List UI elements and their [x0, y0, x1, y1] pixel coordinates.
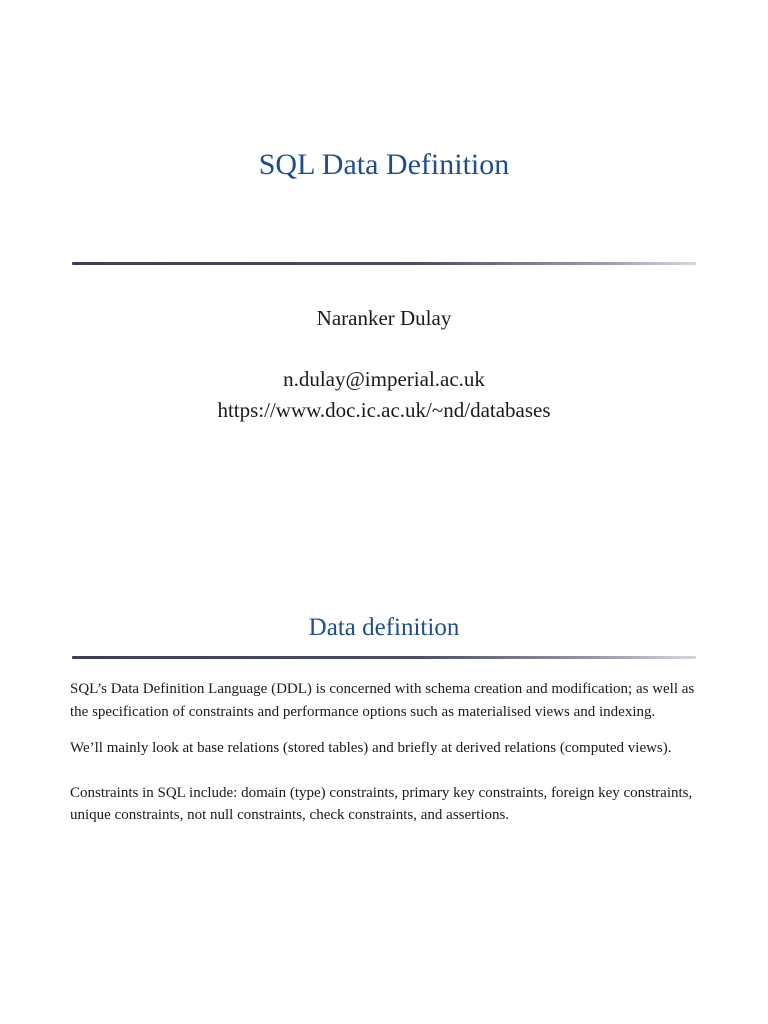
- section-title: Data definition: [308, 614, 460, 641]
- paragraph-constraints: Constraints in SQL include: domain (type) constraints, primary key constraints, foreign key constraints, unique constraints, not null constraints, check constraints, and assertions.: [70, 784, 693, 823]
- course-url-link[interactable]: https://www.doc.ic.ac.uk/~nd/databases: [217, 398, 551, 422]
- title-divider: [72, 262, 696, 265]
- author-name: Naranker Dulay: [316, 306, 452, 330]
- slide-title: SQL Data Definition: [258, 148, 510, 181]
- paragraph-relations: We’ll mainly look at base relations (stored tables) and briefly at derived relations (computed views).: [70, 740, 672, 756]
- email-link[interactable]: n.dulay@imperial.ac.uk: [283, 367, 485, 391]
- paragraph-ddl: SQL’s Data Definition Language (DDL) is concerned with schema creation and modification; as well as the specification of constraints and performance options such as materialised views and indexing.: [70, 681, 695, 720]
- section-divider: [72, 656, 696, 659]
- content-slide: [0, 590, 768, 1024]
- slide-body: [70, 678, 700, 841]
- contact-block: [0, 364, 768, 426]
